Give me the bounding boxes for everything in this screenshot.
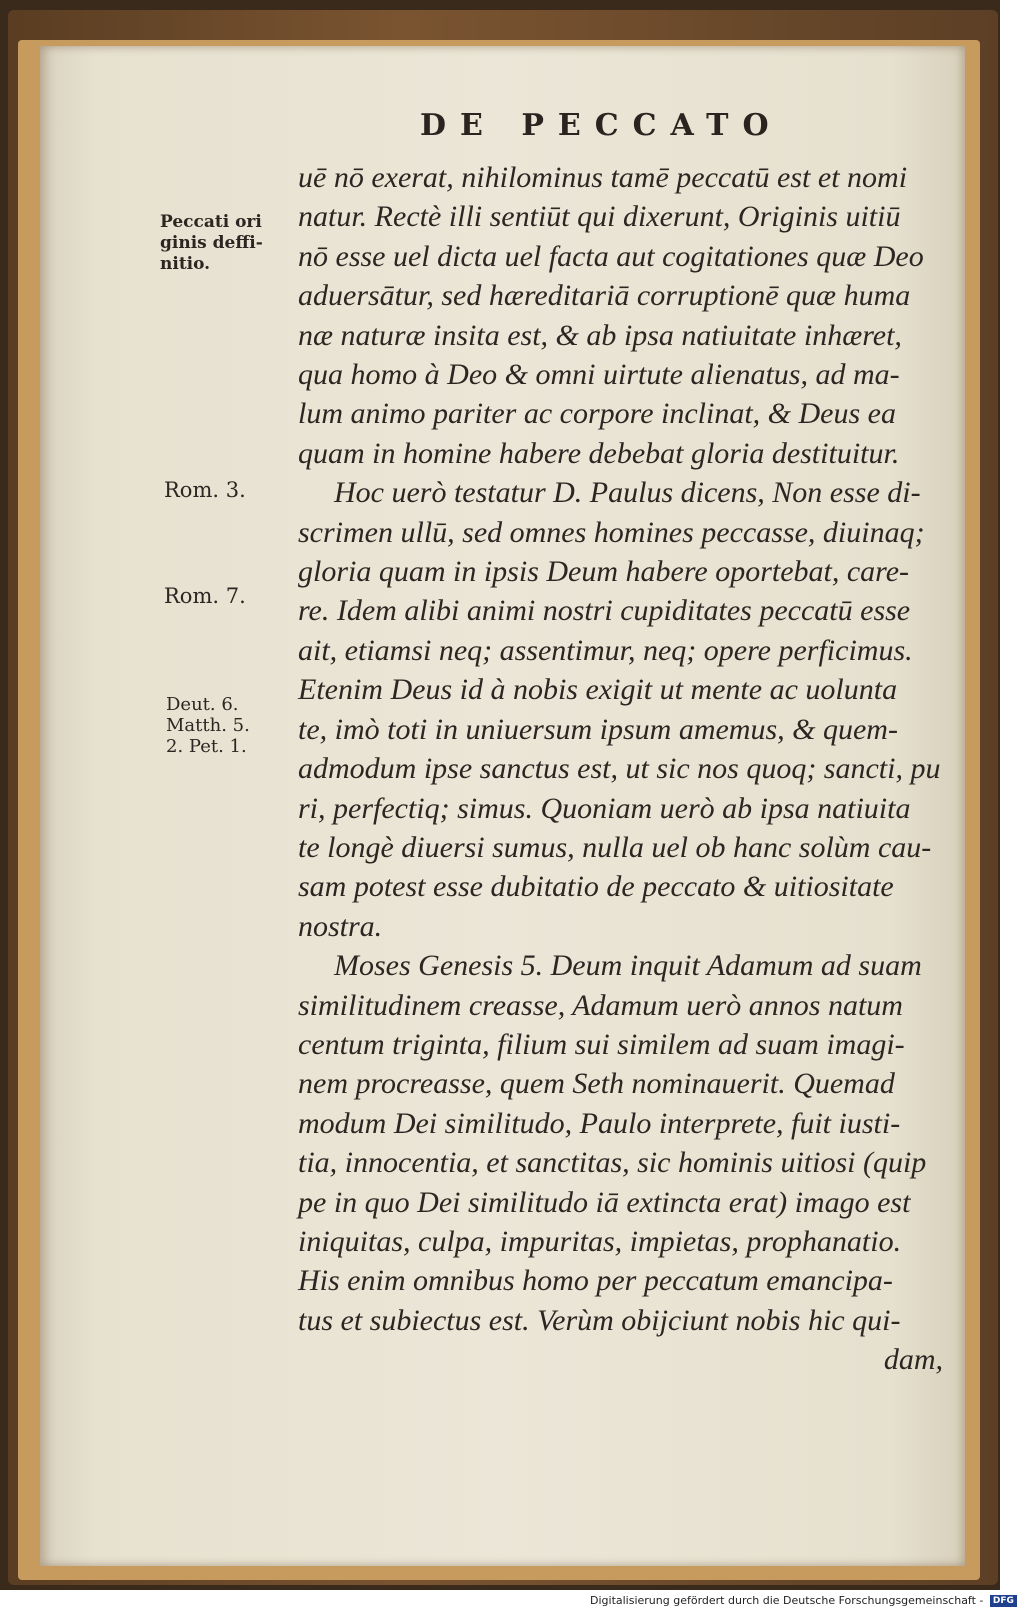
text-line: te, imò toti in uniuersum ipsum amemus, & quem- xyxy=(298,712,898,746)
catchword: dam, xyxy=(883,1343,943,1377)
text-line: Hoc uerò testatur D. Paulus dicens, Non esse di- xyxy=(334,476,921,510)
text-line: qua homo à Deo & omni uirtute alienatus, ad ma- xyxy=(298,358,900,392)
text-line: uē nō exerat, nihilominus tamē peccatū est et nomi xyxy=(298,161,908,194)
text-line: nō esse uel dicta uel facta aut cogitationes quæ Deo xyxy=(298,239,924,273)
text-line: Moses Genesis 5. Deum inquit Adamum ad suam xyxy=(334,949,922,983)
margin-note-line: 2. Pet. 1. xyxy=(166,736,247,757)
dfg-logo: DFG xyxy=(990,1595,1017,1607)
text-line: te longè diuersi sumus, nulla uel ob hanc solùm cau- xyxy=(298,830,932,864)
text-line: quam in homine habere debebat gloria destituitur. xyxy=(298,436,900,470)
margin-note-line: Peccati ori xyxy=(160,212,262,232)
text-line: modum Dei similitudo, Paulo interprete, fuit iusti- xyxy=(298,1106,901,1140)
margin-note-rom7 xyxy=(164,586,246,607)
digitization-credit xyxy=(590,1594,1014,1607)
text-line: re. Idem alibi animi nostri cupiditates peccatū esse xyxy=(298,594,911,628)
margin-note-deut-matth-pet xyxy=(166,694,250,757)
margin-note-rom3 xyxy=(164,480,246,501)
text-line: Etenim Deus id à nobis exigit ut mente ac uolunta xyxy=(298,673,898,707)
text-line: pe in quo Dei similitudo iā extincta erat) imago est xyxy=(298,1185,911,1219)
credit-text: Digitalisierung gefördert durch die Deutsche Forschungsgemeinschaft - xyxy=(590,1594,984,1607)
running-head: DE PECCATO xyxy=(420,108,783,143)
text-line: tia, innocentia, et sanctitas, sic hominis uitiosi (quip xyxy=(298,1146,927,1180)
body-text xyxy=(298,158,953,1380)
margin-note-line: nitio. xyxy=(160,254,211,274)
margin-note-line: Deut. 6. xyxy=(166,694,239,715)
text-line: natur. Rectè illi sentiūt qui dixerunt, Originis uitiū xyxy=(298,200,901,234)
text-line: iniquitas, culpa, impuritas, impietas, prophanatio. xyxy=(298,1224,902,1258)
text-line: His enim omnibus homo per peccatum emancipa- xyxy=(298,1264,893,1298)
text-line: aduersātur, sed hæreditariā corruptionē quæ huma xyxy=(298,279,911,313)
margin-note-line: Rom. 7. xyxy=(164,584,246,608)
text-line: næ naturæ insita est, & ab ipsa natiuitate inhæret, xyxy=(298,318,902,352)
text-line: nostra. xyxy=(298,909,383,943)
text-line: lum animo pariter ac corpore inclinat, & Deus ea xyxy=(298,397,896,431)
text-line: tus et subiectus est. Verùm obijciunt nobis hic qui- xyxy=(298,1303,901,1337)
text-line: scrimen ullū, sed omnes homines peccasse, diuinaq; xyxy=(298,515,925,549)
text-line: nem procreasse, quem Seth nominauerit. Quemad xyxy=(298,1067,895,1101)
margin-note-line: ginis deffi- xyxy=(160,233,263,253)
text-line: similitudinem creasse, Adamum uerò annos natum xyxy=(298,988,903,1022)
text-line: gloria quam in ipsis Deum habere oportebat, care- xyxy=(298,555,910,589)
margin-note-line: Matth. 5. xyxy=(166,715,250,736)
margin-note-definition xyxy=(160,212,263,275)
text-line: ait, etiamsi neq; assentimur, neq; opere perficimus. xyxy=(298,633,913,667)
text-line: admodum ipse sanctus est, ut sic nos quoq; sancti, pu xyxy=(298,752,941,786)
text-line: sam potest esse dubitatio de peccato & uitiositate xyxy=(298,870,894,904)
margin-note-line: Rom. 3. xyxy=(164,478,246,502)
text-line: centum triginta, filium sui similem ad suam imagi- xyxy=(298,1027,905,1061)
text-line: ri, perfectiq; simus. Quoniam uerò ab ipsa natiuita xyxy=(298,791,911,825)
